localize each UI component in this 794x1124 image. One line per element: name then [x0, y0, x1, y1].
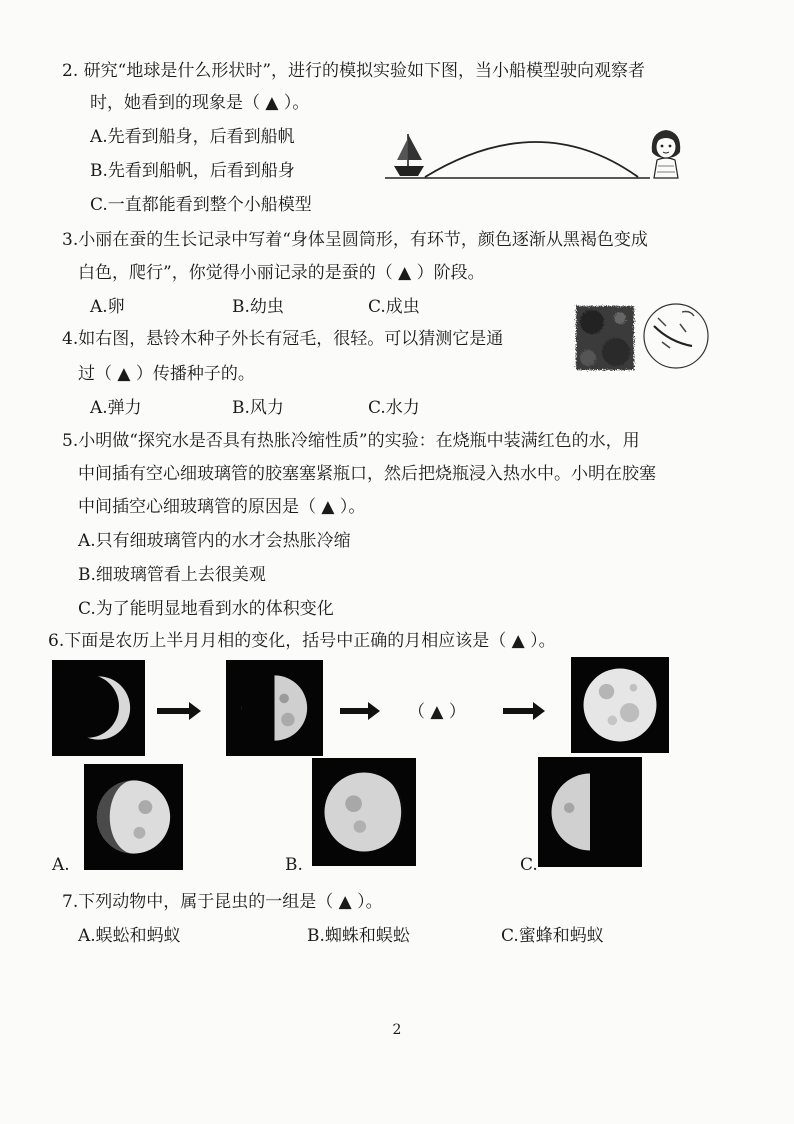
q4-option-b: B.风力: [232, 398, 284, 418]
q7-option-b: B.蜘蛛和蜈蚣: [307, 926, 410, 946]
q2-option-c: C.一直都能看到整个小船模型: [90, 195, 312, 215]
page-number: 2: [392, 1022, 402, 1038]
q6-stem-line1: 6.下面是农历上半月月相的变化，括号中正确的月相应该是（ ▲ ）。: [48, 631, 556, 651]
arrow-icon: [340, 708, 370, 714]
q5-option-c: C.为了能明显地看到水的体积变化: [78, 599, 334, 619]
q5-stem-line2: 中间插有空心细玻璃管的胶塞塞紧瓶口，然后把烧瓶浸入热水中。小明在胶塞: [78, 464, 656, 484]
q6-option-a-label: A.: [52, 855, 70, 875]
q7-option-a: A.蜈蚣和蚂蚁: [78, 926, 181, 946]
q5-stem-line1: 5.小明做“探究水是否具有热胀冷缩性质”的实验：在烧瓶中装满红色的水，用: [62, 431, 640, 451]
q2-stem-line1: 2. 研究“地球是什么形状时”，进行的模拟实验如下图，当小船模型驶向观察者: [62, 61, 646, 81]
q4-stem-line1: 4.如右图，悬铃木种子外长有冠毛，很轻。可以猜测它是通: [62, 329, 504, 349]
q3-stem-line2: 白色，爬行”，你觉得小丽记录的是蚕的（ ▲ ）阶段。: [78, 263, 485, 283]
plane-tree-seed-photo: [570, 296, 710, 378]
q4-option-a: A.弹力: [90, 398, 142, 418]
boat-earth-curvature-diagram: [380, 122, 700, 192]
q3-option-a: A.卵: [90, 297, 125, 317]
q7-option-c: C.蜜蜂和蚂蚁: [501, 926, 604, 946]
q7-stem-line1: 7.下列动物中，属于昆虫的一组是（ ▲ ）。: [62, 892, 383, 912]
q4-stem-line2: 过（ ▲ ）传播种子的。: [78, 364, 255, 384]
moon-full-image: [571, 657, 669, 753]
q4-option-c: C.水力: [368, 398, 420, 418]
q2-stem-line2: 时，她看到的现象是（ ▲ ）。: [90, 93, 310, 113]
option-c-moon-image: [538, 757, 642, 867]
moon-crescent-image: [52, 660, 145, 756]
arrow-icon: [503, 708, 535, 714]
q3-stem-line1: 3.小丽在蚕的生长记录中写着“身体呈圆筒形，有环节，颜色逐渐从黑褐色变成: [62, 230, 648, 250]
q2-option-b: B.先看到船帆，后看到船身: [90, 161, 295, 181]
q5-option-b: B.细玻璃管看上去很美观: [78, 565, 266, 585]
option-b-moon-image: [312, 758, 416, 866]
q2-option-a: A.先看到船身，后看到船帆: [90, 127, 295, 147]
q5-option-a: A.只有细玻璃管内的水才会热胀冷缩: [78, 531, 351, 551]
q6-answer-blank: （ ▲ ）: [408, 702, 466, 722]
moon-first-quarter-image: [226, 660, 323, 756]
q3-option-b: B.幼虫: [232, 297, 284, 317]
q6-option-b-label: B.: [285, 855, 303, 875]
q3-option-c: C.成虫: [368, 297, 420, 317]
option-a-moon-image: [84, 764, 183, 870]
q6-option-c-label: C.: [520, 855, 538, 875]
q5-stem-line3: 中间插空心细玻璃管的原因是（ ▲ ）。: [78, 497, 366, 517]
arrow-icon: [157, 708, 191, 714]
